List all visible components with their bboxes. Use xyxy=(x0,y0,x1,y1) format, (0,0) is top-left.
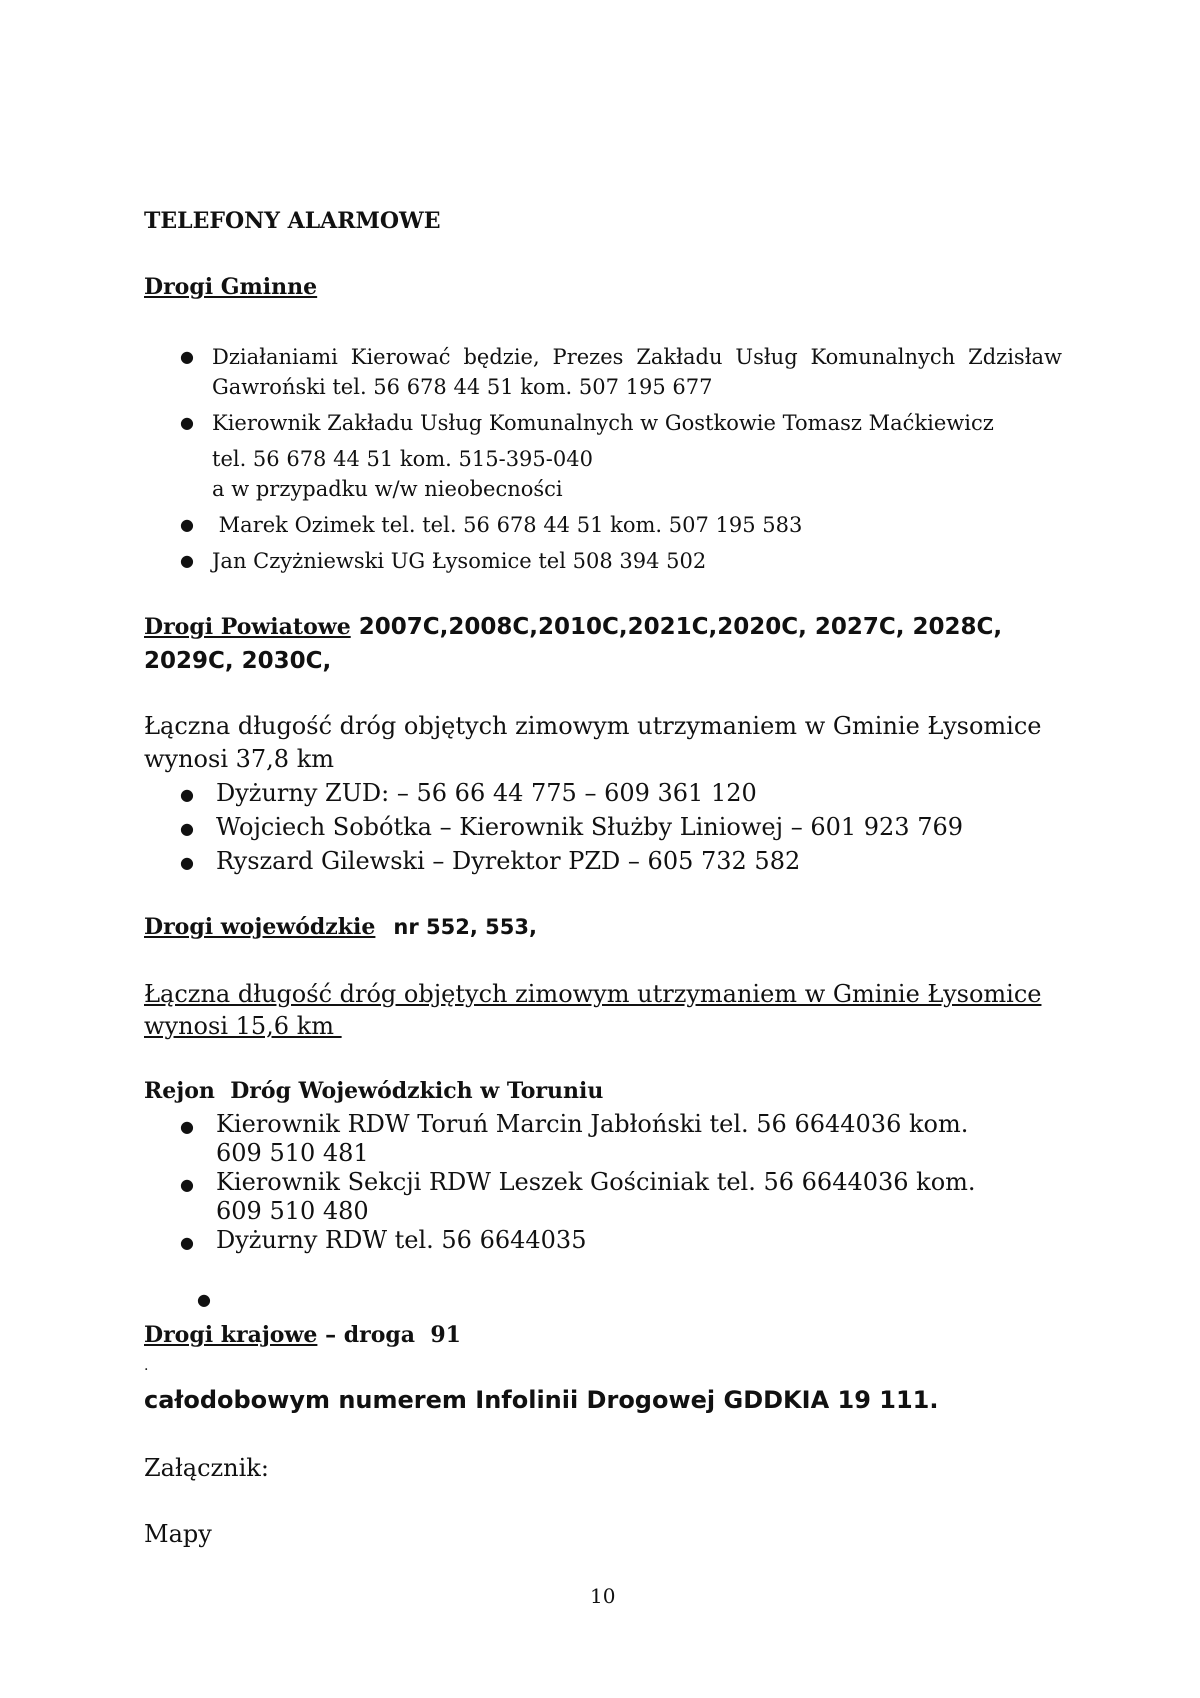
krajowe-heading-line xyxy=(144,1322,461,1348)
list-item xyxy=(180,776,963,810)
separator-dot: . xyxy=(144,1358,149,1374)
road-codes: 2007C,2008C,2010C,2021C,2020C, 2027C, 2028C, xyxy=(350,614,1003,640)
list-item-text: Dyżurny RDW tel. 56 6644035 xyxy=(216,1226,587,1254)
attachment-item: Mapy xyxy=(144,1520,212,1548)
list-item xyxy=(180,1110,976,1168)
list-item-text: Kierownik Sekcji RDW Leszek Gościniak tel. 56 6644036 kom. xyxy=(216,1168,976,1196)
section-heading-powiatowe: Drogi Powiatowe xyxy=(144,614,351,640)
list-item xyxy=(180,1168,976,1226)
bullet-icon: ● xyxy=(180,551,194,570)
list-item xyxy=(180,546,1062,576)
attachment-label: Załącznik: xyxy=(144,1454,269,1482)
road-codes-continued: 2029C, 2030C, xyxy=(144,648,332,674)
list-item-text: Gawroński tel. 56 678 44 51 kom. 507 195 677 xyxy=(212,375,713,399)
list-item-text: Kierownik Zakładu Usług Komunalnych w Gostkowie Tomasz Maćkiewicz xyxy=(212,411,994,435)
list-item-text: a w przypadku w/w nieobecności xyxy=(212,477,563,501)
page-number: 10 xyxy=(590,1584,616,1608)
wojewodzkie-length-text: Łączna długość dróg objętych zimowym utrzymaniem w Gminie Łysomice xyxy=(144,980,1042,1008)
empty-bullet-icon: ● xyxy=(197,1290,211,1309)
list-item-text: Wojciech Sobótka – Kierownik Służby Liniowej – 601 923 769 xyxy=(216,813,964,841)
powiatowe-length-text: wynosi 37,8 km xyxy=(144,745,334,773)
bullet-icon: ● xyxy=(180,1117,194,1136)
list-item xyxy=(180,342,1062,402)
section-heading-krajowe: Drogi krajowe xyxy=(144,1322,318,1348)
bullet-icon: ● xyxy=(180,1233,194,1252)
section-heading-wojewodzkie: Drogi wojewódzkie xyxy=(144,914,376,940)
rdw-contact-list xyxy=(180,1110,976,1255)
rejon-heading: Rejon Dróg Wojewódzkich w Toruniu xyxy=(144,1078,604,1104)
bullet-icon: ● xyxy=(180,853,194,872)
gminne-contact-list xyxy=(180,342,1062,576)
powiatowe-heading-line xyxy=(144,614,1002,640)
bullet-icon: ● xyxy=(180,819,194,838)
list-item-text: Marek Ozimek tel. tel. 56 678 44 51 kom. 507 195 583 xyxy=(212,513,803,537)
document-title: TELEFONY ALARMOWE xyxy=(144,208,441,234)
list-item-text: Ryszard Gilewski – Dyrektor PZD – 605 732 582 xyxy=(216,847,801,875)
wojewodzkie-heading-line xyxy=(144,914,537,940)
road-numbers: nr 552, 553, xyxy=(393,915,537,939)
road-number: – droga 91 xyxy=(317,1322,461,1348)
list-item-text: Dyżurny ZUD: – 56 66 44 775 – 609 361 120 xyxy=(216,779,757,807)
list-item-text: Działaniami Kierować będzie, Prezes Zakładu Usług Komunalnych Zdzisław xyxy=(212,345,1062,369)
list-item-text: 609 510 480 xyxy=(216,1197,369,1225)
powiatowe-length-text: Łączna długość dróg objętych zimowym utrzymaniem w Gminie Łysomice xyxy=(144,712,1042,740)
bullet-icon: ● xyxy=(180,515,194,534)
list-item-text: Kierownik RDW Toruń Marcin Jabłoński tel. 56 6644036 kom. xyxy=(216,1110,969,1138)
bullet-icon: ● xyxy=(180,347,194,366)
wojewodzkie-length-text: wynosi 15,6 km xyxy=(144,1012,342,1040)
list-item-text: 609 510 481 xyxy=(216,1139,369,1167)
bullet-icon: ● xyxy=(180,413,194,432)
list-item xyxy=(180,510,1062,540)
section-heading-gminne: Drogi Gminne xyxy=(144,274,318,300)
list-item xyxy=(180,810,964,844)
list-item-text: Jan Czyżniewski UG Łysomice tel 508 394 502 xyxy=(212,549,707,573)
bullet-icon: ● xyxy=(180,1175,194,1194)
list-item xyxy=(180,408,1062,504)
list-item xyxy=(180,844,963,878)
list-item xyxy=(180,1226,976,1255)
infoline-text: całodobowym numerem Infolinii Drogowej GDDKIA 19 111. xyxy=(144,1386,939,1414)
bullet-icon: ● xyxy=(180,785,194,804)
list-item-text: tel. 56 678 44 51 kom. 515-395-040 xyxy=(212,447,593,471)
powiatowe-contact-list xyxy=(180,776,964,878)
